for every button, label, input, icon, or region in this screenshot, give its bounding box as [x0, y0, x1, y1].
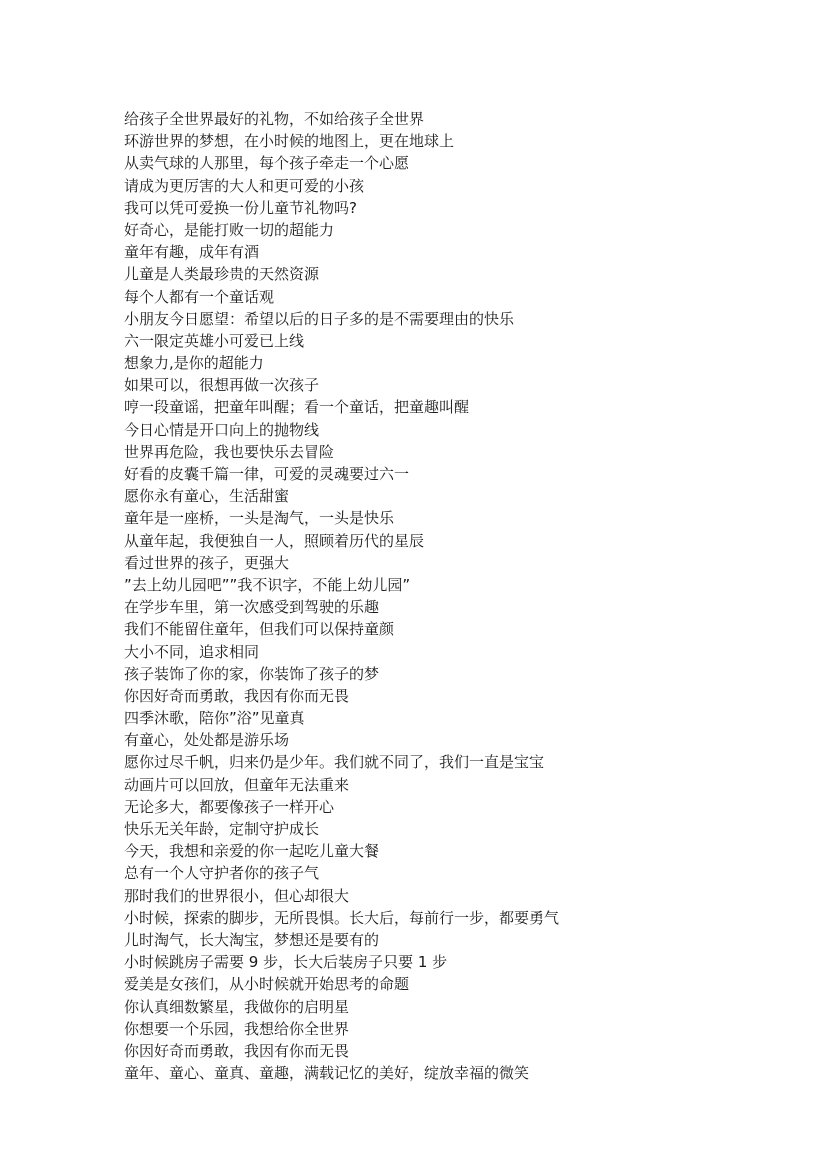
text-line: 哼一段童谣，把童年叫醒；看一个童话，把童趣叫醒 — [124, 398, 470, 417]
text-line: 童年、童心、童真、童趣，满载记忆的美好，绽放幸福的微笑 — [124, 1064, 530, 1083]
text-line: 总有一个人守护者你的孩子气 — [124, 864, 320, 883]
text-line: 爱美是女孩们，从小时候就开始思考的命题 — [124, 975, 410, 994]
text-line: 童年有趣，成年有酒 — [124, 243, 260, 262]
text-line: 给孩子全世界最好的礼物，不如给孩子全世界 — [124, 110, 425, 128]
text-line: 你想要一个乐园，我想给你全世界 — [124, 1019, 350, 1038]
text-line: 今日心情是开口向上的抛物线 — [124, 420, 320, 439]
text-line: 小时候跳房子需要 9 步，长大后装房子只要 1 步 — [124, 953, 448, 972]
text-line: 儿时淘气，长大淘宝，梦想还是要有的 — [124, 930, 380, 949]
text-line: 快乐无关年龄，定制守护成长 — [124, 820, 320, 838]
text-line: 有童心，处处都是游乐场 — [124, 731, 290, 750]
text-lines — [124, 108, 684, 1084]
text-line: 动画片可以回放，但童年无法重来 — [124, 775, 350, 794]
text-line: 从童年起，我便独自一人，照顾着历代的星辰 — [124, 531, 425, 550]
text-line: 六一限定英雄小可爱已上线 — [124, 331, 305, 350]
text-line: 童年是一座桥，一头是淘气，一头是快乐 — [124, 509, 395, 528]
text-line: 小朋友今日愿望：希望以后的日子多的是不需要理由的快乐 — [124, 309, 515, 328]
text-line: 每个人都有一个童话观 — [124, 287, 275, 306]
text-line: 孩子装饰了你的家，你装饰了孩子的梦 — [124, 664, 380, 683]
text-line: 看过世界的孩子，更强大 — [124, 553, 290, 572]
text-line: 在学步车里，第一次感受到驾驶的乐趣 — [124, 598, 380, 617]
text-line: 我们不能留住童年，但我们可以保持童颜 — [124, 620, 395, 639]
text-line: 大小不同，追求相同 — [124, 642, 260, 661]
text-line: 好看的皮囊千篇一律，可爱的灵魂要过六一 — [124, 465, 410, 483]
text-line: 想象力,是你的超能力 — [124, 354, 264, 373]
text-line: 那时我们的世界很小，但心却很大 — [124, 886, 350, 905]
text-line: 如果可以，很想再做一次孩子 — [124, 376, 320, 395]
text-line: 你因好奇而勇敢，我因有你而无畏 — [124, 1041, 350, 1060]
text-line: 环游世界的梦想，在小时候的地图上，更在地球上 — [124, 132, 455, 151]
text-line: ”去上幼儿园吧””我不识字，不能上幼儿园” — [124, 575, 411, 594]
text-line: 你因好奇而勇敢，我因有你而无畏 — [124, 686, 350, 705]
text-line: 儿童是人类最珍贵的天然资源 — [124, 265, 320, 284]
text-line: 请成为更厉害的大人和更可爱的小孩 — [124, 176, 365, 195]
text-line: 愿你过尽千帆，归来仍是少年。我们就不同了，我们一直是宝宝 — [124, 753, 545, 772]
text-line: 我可以凭可爱换一份儿童节礼物吗? — [124, 198, 357, 217]
text-line: 从卖气球的人那里，每个孩子牵走一个心愿 — [124, 154, 410, 173]
text-line: 愿你永有童心，生活甜蜜 — [124, 487, 290, 506]
text-line: 无论多大，都要像孩子一样开心 — [124, 797, 335, 816]
text-line: 今天，我想和亲爱的你一起吃儿童大餐 — [124, 842, 380, 861]
text-line: 小时候，探索的脚步，无所畏惧。长大后，每前行一步，都要勇气 — [124, 908, 560, 927]
text-line: 四季沐歌，陪你”浴”见童真 — [124, 709, 305, 728]
text-line: 你认真细数繁星，我做你的启明星 — [124, 997, 350, 1016]
text-line: 好奇心，是能打败一切的超能力 — [124, 220, 335, 239]
text-line: 世界再危险，我也要快乐去冒险 — [124, 442, 335, 461]
